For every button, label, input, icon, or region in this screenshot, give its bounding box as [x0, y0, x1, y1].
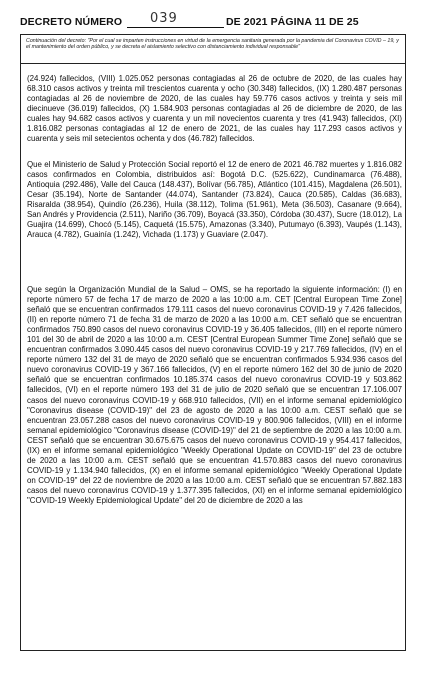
paragraph-fallecidos: (24.924) fallecidos, (VIII) 1.025.052 personas contagiadas al 26 de octubre de 2020, de las cuales hay 68.310 casos activos y treinta mil trescientos cuarenta y ocho (30.348) fallecidos, (IX) 1.280.487 personas contagiadas al 26 de noviembre de 2020, de las cuales hay 59.776 casos activos y treinta y seis mil diecinueve (36.019) fallecidos, (X) 1.584.903 personas contagiadas al 26 de diciembre de 2020, de las cuales hay 94.682 casos activos y cuarenta y un mil novecientos cuarenta y tres (41.943) fallecidos, (XI) 1.816.082 personas contagiadas al 12 de enero de 2021, de las cuales hay 117.293 casos activos y cuarenta y seis mil setecientos ochenta y dos (46.782) fallecidos.	[27, 74, 402, 144]
paragraph-ministerio-salud: Que el Ministerio de Salud y Protección Social reportó el 12 de enero de 2021 46.782 muertes y 1.816.082 casos confirmados en Colombia, distribuidos así: Bogotá D.C. (525.622), Cundinamarca (76.488), Antioquia (292.486), Valle del Cauca (148.437), Bolívar (56.785), Atlántico (101.415), Magdalena (26.501), Cesar (35.194), Norte de Santander (44.074), Santander (73.824), Cauca (20.585), Caldas (36.683), Risaralda (38.954), Quindío (26.236), Huila (38.112), Tolima (51.961), Meta (36.503), Casanare (9.664), San Andrés y Providencia (2.511), Nariño (36.709), Boyacá (33.350), Córdoba (30.437), Sucre (18.012), La Guajira (14.699), Chocó (5.145), Caquetá (15.575), Amazonas (3.340), Putumayo (6.393), Vaupés (1.143), Arauca (4.782), Guainía (1.242), Vichada (1.173) y Guaviare (2.047).	[27, 160, 402, 240]
decree-number-label: DECRETO NÚMERO	[20, 16, 123, 28]
paragraph-oms: Que según la Organización Mundial de la Salud – OMS, se ha reportado la siguiente información: (I) en reporte número 57 de fecha 17 de marzo de 2020 a las 10:00 a.m. CET [Central European Time Zone] señaló que se encuentran confirmados 179.111 casos del nuevo coronavirus COVID-19 y 7.426 fallecidos, (II) en reporte número 71 de fecha 31 de marzo de 2020 a las 10:00 a.m. CET señaló que se encuentran confirmados 750.890 casos del nuevo coronavirus COVID-19 y 36.405 fallecidos, (III) en el reporte número 101 del 30 de abril de 2020 a las 10:00 a.m. CEST [Central European Summer Time Zone] señaló que se encuentran confirmados 3.090.445 casos del nuevo coronavirus COVID-19 y 217.769 fallecidos, (IV) en el reporte número 132 del 31 de mayo de 2020 señaló que se encuentran confirmados 5.934.936 casos del nuevo coronavirus COVID-19 y 367.166 fallecidos, (V) en el reporte número 162 del 30 de junio de 2020 señaló que se encuentran confirmados 10.185.374 casos del nuevo coronavirus COVID-19 y 503.862 fallecidos, (VI) en el reporte número 193 del 31 de julio de 2020 señaló que se encuentran 17.106.007 casos del nuevo coronavirus COVID-19 y 668.910 fallecidos, (VII) en el informe semanal epidemiológico "Coronavirus disease (COVID-19)" del 23 de agosto de 2020 a las 10:00 a.m. CEST señaló que se encuentran 23.057.288 casos del nuevo coronavirus COVID-19 y 800.906 fallecidos, (VIII) en el informe semanal epidemiológico "Coronavirus disease (COVID-19)" del 21 de septiembre de 2020 a las 10:00 a.m. CEST señaló que se encuentran 30.675.675 casos del nuevo coronavirus COVID-19 y 954.417 fallecidos, (IX) en el informe semanal epidemiológico "Weekly Operational Update on COVID-19" del 23 de octubre de 2020 a las 10:00 a.m. CEST señaló que se encuentran 41.570.883 casos del nuevo coronavirus COVID-19 y 1.134.940 fallecidos, (X) en el informe semanal epidemiológico "Weekly Operational Update on COVID-19" del 22 de noviembre de 2020 a las 10:00 a.m. CEST señaló que se encuentran 57.882.183 casos del nuevo coronavirus COVID-19 y 1.377.395 fallecidos, (XI) en el informe semanal epidemiológico "COVID-19 Weekly Epidemiological Update" del 20 de diciembre de 2020 a las	[27, 285, 402, 505]
continuation-divider	[20, 63, 406, 64]
continuation-note: Continuación del decreto: "Por el cual se imparten instrucciones en virtud de la emergencia sanitaria generada por la pandemia del Coronavirus COVID – 19, y el mantenimiento del orden público, y se decreta el aislamiento selectivo con distanciamiento individual responsable"	[26, 38, 399, 51]
page-header	[20, 12, 410, 32]
decree-year-page: DE 2021 PÁGINA 11 DE 25	[226, 16, 359, 28]
decree-number-line	[127, 27, 224, 28]
decree-number-value: 039	[150, 11, 178, 26]
